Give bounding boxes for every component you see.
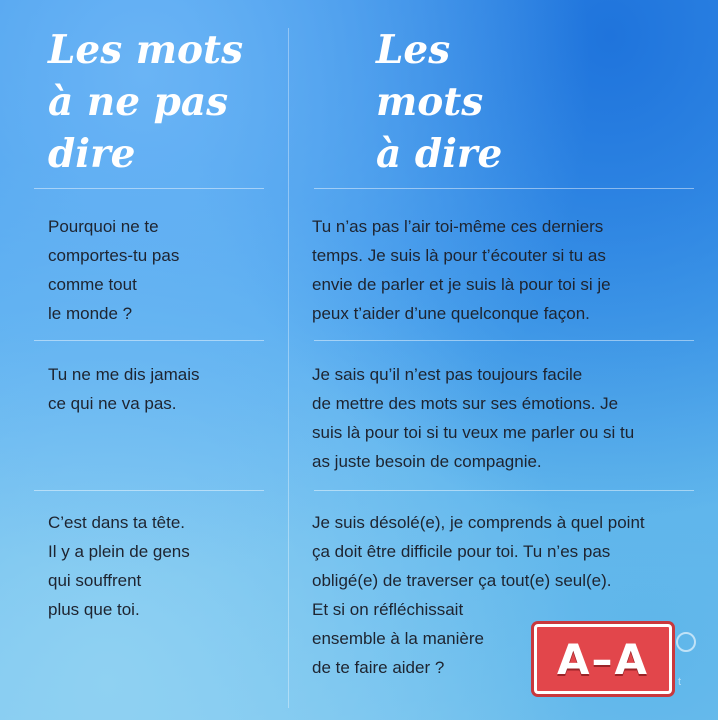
row-separator-left	[34, 490, 264, 491]
phrase-dont-1: Pourquoi ne te comportes-tu pas comme tout le monde ?	[48, 217, 180, 323]
phrase-dont-3: C’est dans ta tête. Il y a plein de gens qui souffrent plus que toi.	[48, 513, 190, 619]
watermark-stamp	[534, 624, 672, 694]
row-separator-left	[34, 340, 264, 341]
phrase-do-3: Je suis désolé(e), je comprends à quel point ça doit être difficile pour toi. Tu n’es pas obligé(e) de traverser ça tout(e) seul(e). Et si on réfléchissait ensemble à la manière de te faire aider ?	[312, 513, 645, 677]
heading-words-not-to-say: Les mots à ne pas dire	[48, 27, 244, 177]
stamp-label: A–A	[556, 634, 649, 684]
phrase-do-1: Tu n’as pas l’air toi-même ces derniers temps. Je suis là pour t’écouter si tu as envie de parler et je suis là pour toi si je peux t’aider d’une quelconque façon.	[312, 217, 611, 323]
row-separator-left	[34, 188, 264, 189]
phrase-dont-2: Tu ne me dis jamais ce qui ne va pas.	[48, 365, 200, 413]
row-separator-right	[314, 490, 694, 491]
heading-words-to-say: Les mots à dire	[376, 27, 503, 177]
corner-text: t	[678, 676, 682, 688]
row-separator-right	[314, 340, 694, 341]
column-divider	[288, 28, 289, 708]
corner-logo-icon	[676, 632, 696, 652]
row-separator-right	[314, 188, 694, 189]
phrase-do-2: Je sais qu’il n’est pas toujours facile de mettre des mots sur ses émotions. Je suis là pour toi si tu veux me parler ou si tu as juste besoin de compagnie.	[312, 365, 635, 471]
